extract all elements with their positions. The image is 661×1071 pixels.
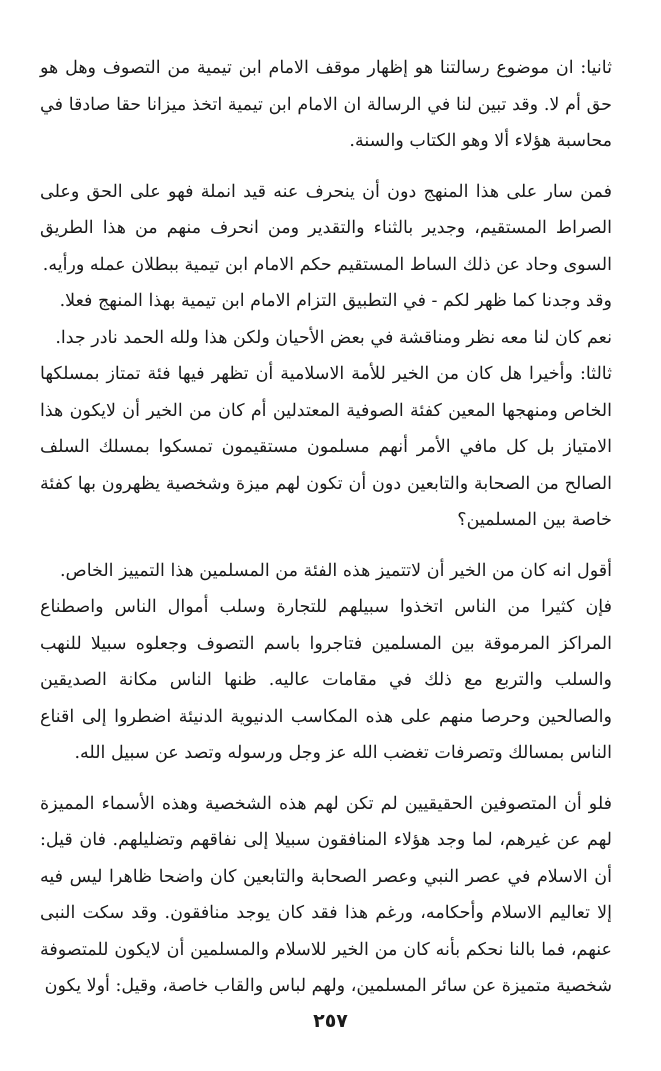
paragraph-thirdly: ثالثا: وأخيرا هل كان من الخير للأمة الاسلامية أن تظهر فيها فئة تمتاز بمسلكها الخاص ومنهجها المعين كفئة الصوفية المعتدلين أم كان من الخير أن لايكون هذا الامتياز بل كل مافي الأمر أنهم مسلمون مستقيمون تمسكوا بمسلك السلف الصالح من الصحابة والتابعين دون أن تكون لهم ميزة وشخصية يظهرون بها كفئة خاصة بين المسلمين؟ — [40, 364, 612, 530]
paragraph-discussion: نعم كان لنا معه نظر ومناقشة في بعض الأحيان ولكن هذا ولله الحمد نادر جدا. — [55, 327, 612, 348]
page-number: ٢٥٧ — [313, 1010, 348, 1032]
paragraph-gap — [40, 539, 612, 553]
paragraph-secondly: ثانيا: ان موضوع رسالتنا هو إظهار موقف الامام ابن تيمية من التصوف وهل هو حق أم لا. وقد تبين لنا في الرسالة ان الامام ابن تيمية اتخذ ميزانا حقا صادقا في محاسبة هؤلاء ألا وهو الكتاب والسنة. — [40, 58, 612, 151]
paragraph-method: فمن سار على هذا المنهج دون أن ينحرف عنه قيد انملة فهو على الحق وعلى الصراط المستقيم، وجدير بالثناء والتقدير ومن انحرف منهم من هذا الطريق السوى وحاد عن ذلك الساط المستقيم حكم الامام ابن تيمية ببطلان عمله ورأيه. — [40, 181, 612, 275]
paragraph-exploitation: فإن كثيرا من الناس اتخذوا سبيلهم للتجارة وسلب أموال الناس واصطناع المراكز المرموقة بين المسلمين فتاجروا باسم التصوف وجعلوه سبيلا للنهب والسلب والتربع مع ذلك في مقامات عاليه. ظنها الناس مكانة الصديقين والصالحين وحرصا منهم على هذه المكاسب الدنيوية الدنيئة اضطروا إلى اقناع الناس بمسالك وتصرفات تغضب الله عز وجل ورسوله وتصد عن سبيل الله. — [40, 597, 612, 763]
paragraph-answer: أقول انه كان من الخير أن لاتتميز هذه الفئة من المسلمين هذا التمييز الخاص. — [59, 560, 612, 581]
paragraph-application: وقد وجدنا كما ظهر لكم - في التطبيق التزام الامام ابن تيمية بهذا المنهج فعلا. — [59, 291, 612, 311]
paragraph-gap — [40, 772, 612, 786]
paragraph-gap — [40, 160, 612, 174]
paragraph-true-sufis: فلو أن المتصوفين الحقيقيين لم تكن لهم هذه الشخصية وهذه الأسماء المميزة لهم عن غيرهم، لما وجد هؤلاء المنافقون سبيلا إلى نفاقهم وتضليلهم. فان قيل: أن الاسلام في عصر النبي وعصر الصحابة والتابعين كان واضحا ظاهرا ليس فيه إلا تعاليم الاسلام وأحكامه، ورغم هذا فقد كان يوجد منافقون. وقد سكت النبى عنهم، فما بالنا نحكم بأنه كان من الخير للاسلام والمسلمين أن لايكون للمتصوفة شخصية متميزة عن سائر المسلمين، ولهم لباس والقاب خاصة، وقيل: أولا يكون — [40, 793, 612, 996]
page-body — [40, 50, 612, 1005]
